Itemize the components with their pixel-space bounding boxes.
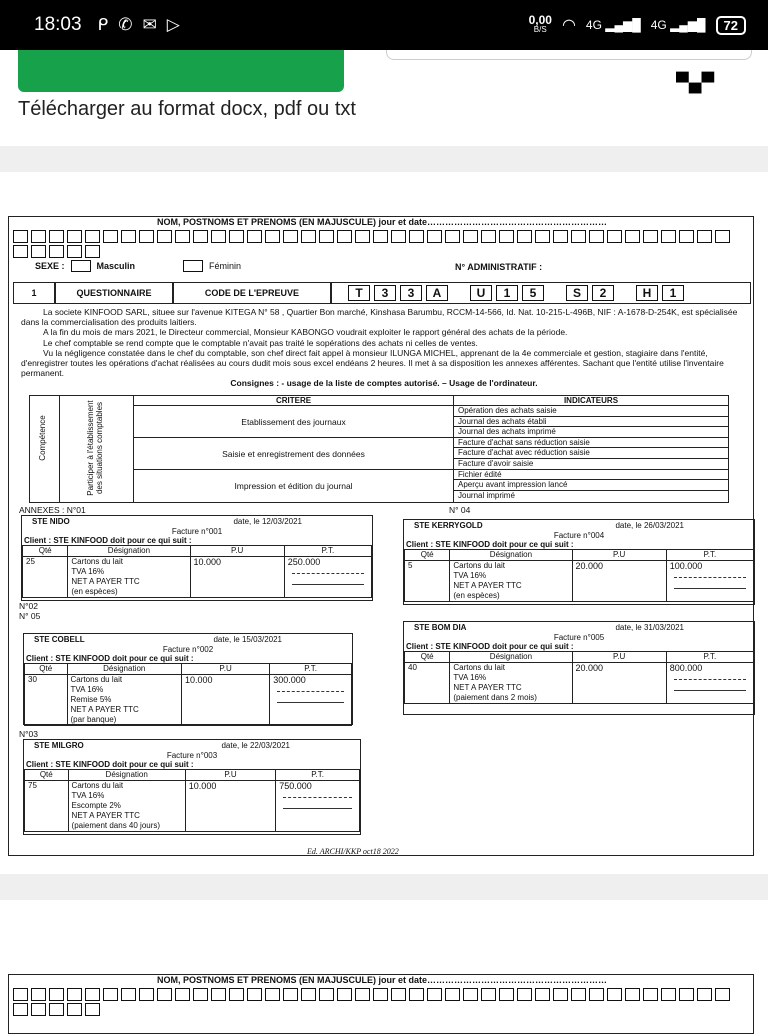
invoice-supplier: STE COBELL bbox=[34, 635, 85, 644]
sexe-field: SEXE : Masculin bbox=[35, 261, 136, 271]
invoice-number: Facture n°002 bbox=[162, 645, 214, 654]
invoice-date: date, le 22/03/2021 bbox=[221, 741, 290, 750]
invoice-date: date, le 15/03/2021 bbox=[213, 635, 282, 644]
letter-box[interactable] bbox=[193, 988, 208, 1001]
invoice-pu: 10.000 bbox=[185, 781, 275, 832]
invoice-pt: 250.000 bbox=[284, 557, 371, 598]
indicator-item: Journal des achats établi bbox=[454, 417, 728, 428]
letter-box[interactable] bbox=[571, 988, 586, 1001]
letter-box[interactable] bbox=[211, 230, 226, 243]
letter-box[interactable] bbox=[589, 988, 604, 1001]
invoice-client: Client : STE KINFOOD doit pour ce qui suit : bbox=[406, 540, 574, 549]
letter-box[interactable] bbox=[85, 988, 100, 1001]
letter-box[interactable] bbox=[661, 988, 676, 1001]
play-icon: ▷ bbox=[166, 15, 180, 34]
criteria-grid bbox=[29, 395, 729, 503]
letter-box[interactable] bbox=[319, 988, 334, 1001]
invoice-pt: 750.000 bbox=[276, 781, 360, 832]
letter-box[interactable] bbox=[535, 988, 550, 1001]
invoice-pu: 10.000 bbox=[190, 557, 284, 598]
question-number: 1 bbox=[13, 282, 55, 304]
code-char: 1 bbox=[662, 285, 684, 301]
invoice-designation: Cartons du lait TVA 16% NET A PAYER TTC (paiement dans 2 mois) bbox=[450, 663, 572, 704]
letter-box[interactable] bbox=[463, 988, 478, 1001]
letter-box[interactable] bbox=[283, 230, 298, 243]
indicator-item: Aperçu avant impression lancé bbox=[454, 480, 728, 491]
letter-box[interactable] bbox=[265, 988, 280, 1001]
letter-box[interactable] bbox=[607, 230, 622, 243]
p-app-icon: ᑭ bbox=[97, 15, 109, 34]
letter-box[interactable] bbox=[247, 988, 262, 1001]
invoice-002 bbox=[23, 633, 353, 725]
indicator-item: Opération des achats saisie bbox=[454, 406, 728, 417]
invoice-supplier: STE MILGRO bbox=[34, 741, 84, 750]
competence-label: Compétence bbox=[38, 415, 47, 461]
letter-box[interactable] bbox=[319, 230, 334, 243]
letter-box[interactable] bbox=[31, 988, 46, 1001]
name-boxes-row1 bbox=[13, 230, 733, 243]
invoice-date: date, le 31/03/2021 bbox=[615, 623, 684, 632]
letter-box[interactable] bbox=[409, 230, 424, 243]
letter-box[interactable] bbox=[427, 988, 442, 1001]
invoice-date: date, le 26/03/2021 bbox=[615, 521, 684, 530]
gmail-icon: ✉ bbox=[142, 15, 157, 34]
letter-box[interactable] bbox=[85, 230, 100, 243]
letter-box[interactable] bbox=[481, 230, 496, 243]
letter-box[interactable] bbox=[445, 988, 460, 1001]
letter-box[interactable] bbox=[229, 230, 244, 243]
invoice-supplier: STE NIDO bbox=[32, 517, 70, 526]
invoice-number: Facture n°003 bbox=[166, 751, 218, 760]
letter-box[interactable] bbox=[409, 988, 424, 1001]
invoice-date: date, le 12/03/2021 bbox=[233, 517, 302, 526]
invoice-designation: Cartons du lait TVA 16% NET A PAYER TTC (en espèces) bbox=[68, 557, 190, 598]
letter-box[interactable] bbox=[193, 230, 208, 243]
invoice-number: Facture n°005 bbox=[553, 633, 605, 642]
letter-box[interactable] bbox=[499, 988, 514, 1001]
invoice-number: Facture n°004 bbox=[553, 531, 605, 540]
questionnaire-row bbox=[13, 281, 751, 305]
letter-box[interactable] bbox=[337, 230, 352, 243]
letter-box[interactable] bbox=[553, 230, 568, 243]
code-char: H bbox=[636, 285, 658, 301]
letter-box[interactable] bbox=[445, 230, 460, 243]
letter-box[interactable] bbox=[517, 230, 532, 243]
letter-box[interactable] bbox=[283, 988, 298, 1001]
indicator-item: Facture d'achat sans réduction saisie bbox=[454, 438, 728, 449]
invoice-pt: 100.000 bbox=[666, 561, 753, 602]
feminin-checkbox[interactable] bbox=[183, 260, 203, 272]
letter-box[interactable] bbox=[49, 988, 64, 1001]
letter-box[interactable] bbox=[463, 230, 478, 243]
critere-3: Impression et édition du journal bbox=[134, 470, 454, 502]
critere-2: Saisie et enregistrement des données bbox=[134, 438, 454, 470]
masculin-checkbox[interactable] bbox=[71, 260, 91, 272]
invoice-table: Qté Désignation P.U P.T. 5 Cartons du lait TVA 16% NET A PAYER TTC (en espèces) 20.000 100.000 bbox=[404, 549, 754, 602]
invoice-qty: 30 bbox=[25, 675, 68, 726]
name-line-2: NOM, POSTNOMS ET PRENOMS (EN MAJUSCULE) jour et date…………………………………………………… bbox=[156, 975, 608, 985]
consignes: Consignes : - usage de la liste de comptes autorisé. – Usage de l'ordinateur. bbox=[230, 378, 538, 389]
n02-label: N°02 bbox=[19, 601, 38, 611]
whatsapp-icon: ✆ bbox=[118, 15, 133, 34]
feminin-field: Féminin bbox=[183, 260, 241, 272]
letter-box[interactable] bbox=[67, 988, 82, 1001]
letter-box[interactable] bbox=[535, 230, 550, 243]
letter-box[interactable] bbox=[517, 988, 532, 1001]
status-right bbox=[529, 15, 746, 35]
code-char: 1 bbox=[496, 285, 518, 301]
indicator-item: Journal imprimé bbox=[458, 490, 515, 500]
letter-box[interactable] bbox=[643, 988, 658, 1001]
participer-label: Participer à l'établissement des situations comptables bbox=[86, 400, 104, 496]
indicator-item: Fichier édité bbox=[454, 470, 728, 481]
admin-number: N° ADMINISTRATIF : bbox=[455, 262, 543, 272]
critere-1: Etablissement des journaux bbox=[134, 406, 454, 438]
bookmark-icon[interactable]: ▀▄▀ bbox=[676, 72, 715, 92]
invoice-pu: 10.000 bbox=[181, 675, 269, 726]
exam-code bbox=[331, 282, 751, 304]
letter-box[interactable] bbox=[121, 230, 136, 243]
code-char: A bbox=[426, 285, 448, 301]
letter-box[interactable] bbox=[679, 230, 694, 243]
battery-icon: 72 bbox=[716, 16, 746, 35]
invoice-pu: 20.000 bbox=[572, 663, 666, 704]
invoice-client: Client : STE KINFOOD doit pour ce qui suit : bbox=[26, 760, 194, 769]
wifi-icon: ◠ bbox=[561, 17, 576, 34]
top-search-box[interactable] bbox=[386, 50, 752, 60]
net-speed: 0,00 B/S bbox=[528, 13, 552, 34]
invoice-005 bbox=[403, 621, 755, 715]
letter-box[interactable] bbox=[661, 230, 676, 243]
invoice-004 bbox=[403, 519, 755, 605]
letter-box[interactable] bbox=[697, 988, 712, 1001]
letter-box[interactable] bbox=[391, 230, 406, 243]
invoice-designation: Cartons du lait TVA 16% NET A PAYER TTC (en espèces) bbox=[450, 561, 572, 602]
questionnaire-label: QUESTIONNAIRE bbox=[55, 282, 173, 304]
code-char: T bbox=[348, 285, 370, 301]
download-format-text[interactable]: Télécharger au format docx, pdf ou txt bbox=[18, 98, 356, 120]
indicateurs-header: INDICATEURS bbox=[454, 396, 728, 406]
code-char: U bbox=[470, 285, 492, 301]
invoice-client: Client : STE KINFOOD doit pour ce qui suit : bbox=[26, 654, 194, 663]
page-separator-2 bbox=[0, 874, 768, 900]
letter-box[interactable] bbox=[175, 230, 190, 243]
letter-box[interactable] bbox=[157, 230, 172, 243]
letter-box[interactable] bbox=[427, 230, 442, 243]
n04-label: N° 04 bbox=[449, 505, 471, 515]
name-boxes-row1-2 bbox=[13, 988, 733, 1001]
invoice-client: Client : STE KINFOOD doit pour ce qui suit : bbox=[406, 642, 574, 651]
letter-box[interactable] bbox=[715, 230, 730, 243]
name-line: NOM, POSTNOMS ET PRENOMS (EN MAJUSCULE) jour et date…………………………………………………… bbox=[156, 217, 608, 227]
letter-box[interactable] bbox=[103, 230, 118, 243]
invoice-table: Qté Désignation P.U P.T. 30 Cartons du lait TVA 16% Remise 5% NET A PAYER TTC (par banque) 10.000 300.000 bbox=[24, 663, 352, 726]
invoice-qty: 75 bbox=[25, 781, 69, 832]
invoice-supplier: STE BOM DIA bbox=[414, 623, 467, 632]
letter-box[interactable] bbox=[139, 988, 154, 1001]
code-label: CODE DE L'EPREUVE bbox=[173, 282, 331, 304]
letter-box[interactable] bbox=[265, 230, 280, 243]
letter-box[interactable] bbox=[229, 988, 244, 1001]
letter-box[interactable] bbox=[355, 230, 370, 243]
indicator-item: Journal des achats imprimé bbox=[454, 427, 728, 438]
indicator-item: Facture d'achat avec réduction saisie bbox=[454, 448, 728, 459]
letter-box[interactable] bbox=[625, 230, 640, 243]
footer-edition: Ed. ARCHI/KKP oct18 2022 bbox=[307, 847, 399, 856]
letter-box[interactable] bbox=[301, 988, 316, 1001]
critere-header: CRITERE bbox=[134, 396, 454, 406]
letter-box[interactable] bbox=[715, 988, 730, 1001]
letter-box[interactable] bbox=[697, 230, 712, 243]
letter-box[interactable] bbox=[211, 988, 226, 1001]
letter-box[interactable] bbox=[589, 230, 604, 243]
letter-box[interactable] bbox=[13, 988, 28, 1001]
letter-box[interactable] bbox=[139, 230, 154, 243]
letter-box[interactable] bbox=[121, 988, 136, 1001]
invoice-pt: 300.000 bbox=[270, 675, 352, 726]
invoice-qty: 5 bbox=[405, 561, 450, 602]
annexes-label: ANNEXES : N°01 bbox=[19, 505, 86, 515]
letter-box[interactable] bbox=[571, 230, 586, 243]
letter-box[interactable] bbox=[301, 230, 316, 243]
invoice-qty: 25 bbox=[23, 557, 68, 598]
letter-box[interactable] bbox=[373, 230, 388, 243]
invoice-pt: 800.000 bbox=[666, 663, 753, 704]
invoice-number: Facture n°001 bbox=[171, 527, 223, 536]
letter-box[interactable] bbox=[679, 988, 694, 1001]
download-green-button[interactable] bbox=[18, 50, 344, 92]
letter-box[interactable] bbox=[175, 988, 190, 1001]
invoice-table: Qté Désignation P.U P.T. 25 Cartons du lait TVA 16% NET A PAYER TTC (en espèces) 10.000 250.000 bbox=[22, 545, 372, 598]
code-char: 5 bbox=[522, 285, 544, 301]
letter-box[interactable] bbox=[481, 988, 496, 1001]
letter-box[interactable] bbox=[355, 988, 370, 1001]
code-char: S bbox=[566, 285, 588, 301]
status-bar bbox=[0, 0, 768, 50]
clock: 18:03 bbox=[34, 14, 82, 35]
letter-box[interactable] bbox=[625, 988, 640, 1001]
invoice-table: Qté Désignation P.U P.T. 75 Cartons du lait TVA 16% Escompte 2% NET A PAYER TTC (paiement dans 40 jours) 10.000 750.000 bbox=[24, 769, 360, 832]
indicator-item: Facture d'avoir saisie bbox=[454, 459, 728, 470]
exam-text: La societe KINFOOD SARL, situee sur l'avenue KITEGA N° 58 , Quartier Bon marché, Kinshasa Barumbu, RCCM-14-566, Id. Nat. 10-215-L-496B, NIF : A-1678-D-254K, est spécialisée dans la commercialisation des produits laitiers. A la fin du mois de mars 2021, le Directeur commercial, Monsieur KABONGO voudrait exploiter le rapport général des achats de la période. Le chef comptable se rend compte que le comptable n'avait pas traité le sopérations des achats ni celles de ventes. Vu la négligence constatée dans le chef du comptable, son chef direct fait appel à monsieur ILUNGA MICHEL, apprenant de la 4e commerciale et gestion, stagiaire dans l'entité, d'enregistrer toutes les opérations d'achat réalisées au cours dudit mois sous excel endéans 2 heures. Il met à sa disposition les annexes afférentes. Sachant que l'entité utilise l'inventaire permanent. Consignes : - usage de la liste de comptes autorisé. – Usage de l'ordinateur. bbox=[21, 307, 747, 389]
letter-box[interactable] bbox=[13, 230, 28, 243]
name-boxes-row2 bbox=[13, 245, 103, 258]
letter-box[interactable] bbox=[373, 988, 388, 1001]
invoice-client: Client : STE KINFOOD doit pour ce qui suit : bbox=[24, 536, 192, 545]
code-char: 3 bbox=[374, 285, 396, 301]
letter-box[interactable] bbox=[643, 230, 658, 243]
letter-box[interactable] bbox=[391, 988, 406, 1001]
invoice-003 bbox=[23, 739, 361, 835]
letter-box[interactable] bbox=[337, 988, 352, 1001]
letter-box[interactable] bbox=[67, 230, 82, 243]
letter-box[interactable] bbox=[49, 230, 64, 243]
letter-box[interactable] bbox=[607, 988, 622, 1001]
letter-box[interactable] bbox=[247, 230, 262, 243]
invoice-designation: Cartons du lait TVA 16% Escompte 2% NET A PAYER TTC (paiement dans 40 jours) bbox=[68, 781, 185, 832]
n05-label: N° 05 bbox=[19, 611, 41, 621]
letter-box[interactable] bbox=[499, 230, 514, 243]
invoice-pu: 20.000 bbox=[572, 561, 666, 602]
letter-box[interactable] bbox=[157, 988, 172, 1001]
letter-box[interactable] bbox=[553, 988, 568, 1001]
invoice-table: Qté Désignation P.U P.T. 40 Cartons du lait TVA 16% NET A PAYER TTC (paiement dans 2 mois) 20.000 800.000 bbox=[404, 651, 754, 704]
letter-box[interactable] bbox=[31, 230, 46, 243]
n03-label: N°03 bbox=[19, 729, 38, 739]
name-boxes-row2-2 bbox=[13, 1003, 103, 1016]
exam-document bbox=[8, 216, 754, 856]
page-separator bbox=[0, 146, 768, 172]
code-char: 3 bbox=[400, 285, 422, 301]
invoice-qty: 40 bbox=[405, 663, 450, 704]
letter-box[interactable] bbox=[103, 988, 118, 1001]
indicator-list bbox=[454, 406, 728, 501]
code-char: 2 bbox=[592, 285, 614, 301]
signal-4g-2: 4G ▂▄▆█ bbox=[650, 18, 706, 32]
invoice-designation: Cartons du lait TVA 16% Remise 5% NET A PAYER TTC (par banque) bbox=[67, 675, 181, 726]
exam-document-2 bbox=[8, 974, 754, 1034]
invoice-supplier: STE KERRYGOLD bbox=[414, 521, 483, 530]
signal-4g-1: 4G ▂▄▆█ bbox=[585, 18, 641, 32]
invoice-001 bbox=[21, 515, 373, 601]
